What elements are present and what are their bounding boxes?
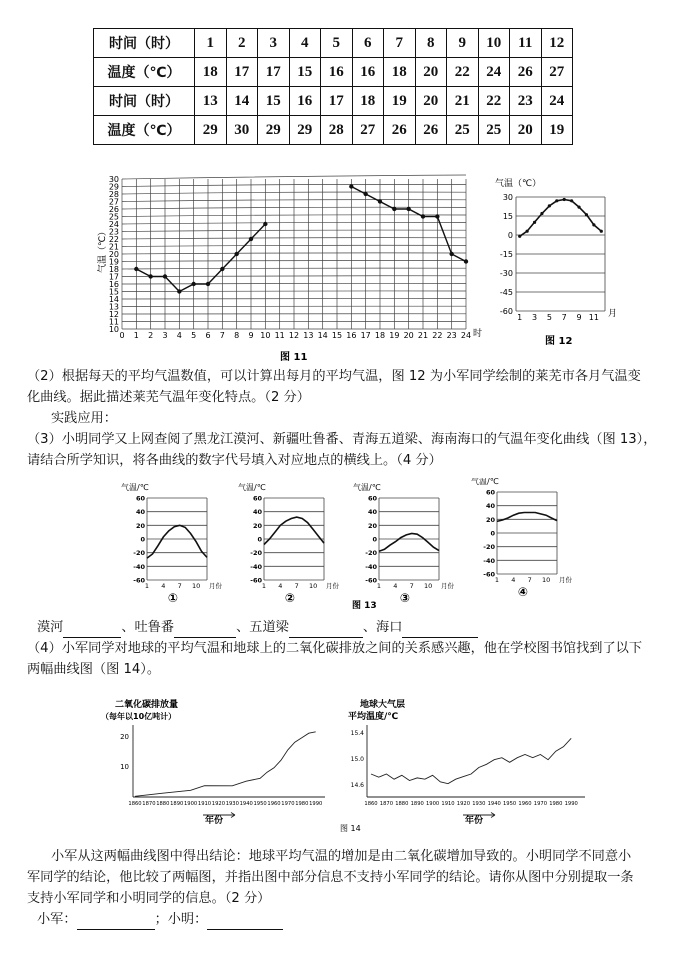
table-cell: 10	[478, 29, 510, 58]
answer-separator: ；	[154, 912, 168, 927]
x-tick-label: 1880	[156, 801, 170, 807]
figure-11-x-unit: 时	[473, 329, 483, 339]
y-tick-label: -40	[250, 562, 262, 571]
y-tick-label: 20	[252, 521, 262, 530]
x-unit-label: 月份	[559, 576, 572, 584]
grid-line	[122, 175, 466, 179]
x-tick-label: 0	[119, 331, 125, 340]
y-tick-label: 13	[108, 302, 119, 312]
y-tick-label: 25	[108, 212, 119, 222]
table-row-label: 时间（时）	[94, 29, 195, 58]
table-cell: 18	[384, 58, 416, 87]
x-tick-label: 1920	[456, 801, 471, 807]
mohe-answer-blank[interactable]	[63, 623, 121, 638]
x-tick-label: 1950	[502, 801, 517, 807]
table-cell: 26	[384, 116, 416, 145]
data-point	[540, 212, 543, 215]
table-row	[94, 116, 573, 145]
y-tick-label: 15	[108, 287, 119, 297]
table-row	[94, 87, 573, 116]
x-tick-label: 7	[177, 582, 182, 590]
question-2-line-2: 化曲线。据此描述莱芜气温年变化特点。（2 分）	[27, 390, 310, 405]
x-tick-label: 13	[303, 331, 314, 340]
x-tick-label: 1950	[253, 801, 267, 807]
x-tick-label: 1910	[197, 801, 212, 807]
data-point	[585, 213, 588, 216]
data-point	[234, 252, 238, 256]
x-tick-label: 20	[403, 331, 414, 340]
answer-line	[37, 909, 283, 930]
table-cell: 22	[447, 58, 479, 87]
x-tick-label: 10	[423, 582, 433, 590]
x-tick-label: 1930	[225, 801, 239, 807]
x-tick-label: 1860	[128, 801, 142, 807]
figure-13-panel-4	[471, 478, 573, 599]
figure-11-ylabel: 气温（℃）	[98, 226, 108, 274]
y-tick-label: 60	[367, 494, 377, 503]
x-tick-label: 7	[409, 582, 414, 590]
figure-12-chart	[490, 172, 625, 352]
data-point	[592, 223, 595, 226]
x-tick-label: 1	[517, 313, 523, 322]
table-row-label: 温度（℃）	[94, 58, 195, 87]
table-cell: 21	[447, 87, 479, 116]
x-tick-label: 4	[176, 331, 182, 340]
panel-ylabel: 气温/℃	[238, 483, 266, 492]
grid-line	[122, 291, 466, 292]
turpan-answer-blank[interactable]	[174, 623, 236, 638]
x-tick-label: 1	[376, 582, 382, 590]
y-tick-label: 20	[120, 733, 129, 741]
y-tick-label: 60	[485, 488, 495, 497]
y-tick-label: 0	[372, 535, 377, 544]
y-tick-label: -20	[133, 549, 145, 558]
x-tick-label: 1920	[211, 801, 226, 807]
table-cell: 20	[510, 116, 542, 145]
y-tick-label: -60	[365, 576, 377, 585]
x-tick-label: 1940	[487, 801, 501, 807]
table-cell: 17	[258, 58, 290, 87]
y-tick-label: 40	[367, 508, 377, 517]
x-tick-label: 1900	[425, 801, 440, 807]
table-cell: 8	[415, 29, 447, 58]
x-tick-label: 21	[417, 331, 429, 340]
x-tick-label: 1940	[239, 801, 253, 807]
x-tick-label: 1890	[410, 801, 424, 807]
y-tick-label: 12	[108, 310, 119, 319]
y-tick-label: -40	[365, 562, 377, 571]
x-tick-label: 1970	[281, 801, 295, 807]
figure-12-x-unit: 月	[608, 309, 618, 319]
table-cell: 4	[289, 29, 321, 58]
temperature-curve	[379, 534, 439, 552]
x-tick-label: 9	[576, 313, 582, 322]
data-point	[220, 267, 224, 271]
data-point	[533, 221, 536, 224]
figure-13-panel-2	[238, 482, 340, 605]
y-tick-label: -60	[483, 570, 495, 579]
x-tick-label: 22	[432, 331, 443, 340]
x-tick-label: 1	[494, 576, 500, 584]
x-tick-label: 24	[460, 331, 472, 340]
temperature-curve	[497, 513, 557, 522]
y-tick-label: 60	[135, 494, 145, 503]
y-tick-label: -20	[250, 549, 262, 558]
x-tick-label: 10	[260, 331, 271, 340]
paragraph-line-1: 小军从这两幅曲线图中得出结论：地球平均气温的增加是由二氧化碳增加导致的。小明同学不同意小	[51, 849, 632, 864]
x-tick-label: 6	[205, 331, 211, 340]
y-tick-label: 0	[140, 535, 145, 544]
data-point	[464, 259, 468, 263]
data-point	[570, 199, 573, 202]
x-tick-label: 3	[162, 331, 168, 340]
xiaojun-answer-blank[interactable]	[77, 915, 155, 930]
y-tick-label: -20	[483, 543, 495, 552]
x-tick-label: 1	[133, 331, 139, 340]
data-point	[191, 282, 195, 286]
table-cell: 29	[195, 116, 227, 145]
panel-ylabel: 气温/℃	[353, 483, 381, 492]
table-cell: 16	[352, 58, 384, 87]
table-row-label: 时间（时）	[94, 87, 195, 116]
table-cell: 12	[541, 29, 573, 58]
x-tick-label: 1990	[564, 801, 578, 807]
table-cell: 14	[226, 87, 258, 116]
temp-chart-title: 地球大气层	[360, 700, 406, 710]
x-tick-label: 11	[588, 313, 599, 322]
table-cell: 29	[289, 116, 321, 145]
figure-11-caption: 图 11	[280, 352, 308, 363]
data-point	[206, 282, 210, 286]
y-tick-label: 20	[485, 515, 495, 524]
x-tick-label: 12	[288, 331, 300, 340]
temperature-curve	[147, 525, 207, 558]
y-tick-label: 28	[108, 190, 119, 199]
y-tick-label: 0	[257, 535, 262, 544]
x-tick-label: 1870	[142, 801, 156, 807]
question-3-line-1: （3）小明同学又上网查阅了黑龙江漠河、新疆吐鲁番、青海五道梁、海南海口的气温年变化曲线（图 13），	[27, 432, 657, 447]
x-tick-label: 1930	[472, 801, 486, 807]
x-tick-label: 15	[331, 331, 343, 340]
x-tick-label: 11	[274, 331, 285, 340]
haikou-answer-blank[interactable]	[402, 623, 478, 638]
y-tick-label: -60	[250, 576, 262, 585]
table-cell: 11	[510, 29, 542, 58]
panel-marker: ②	[284, 591, 296, 605]
x-tick-label: 4	[393, 582, 398, 590]
temperature-curve	[264, 517, 324, 544]
y-tick-label: -45	[499, 288, 513, 297]
figure-14-caption: 图 14	[340, 824, 361, 833]
y-tick-label: 40	[135, 508, 145, 517]
y-tick-label: 14.6	[350, 782, 364, 789]
data-point	[363, 192, 367, 196]
x-tick-label: 1960	[267, 801, 281, 807]
x-tick-label: 10	[541, 576, 551, 584]
table-row	[94, 58, 573, 87]
data-point	[577, 206, 580, 209]
figure-13-answer-line	[37, 617, 478, 638]
wudaoliang-answer-blank[interactable]	[289, 623, 363, 638]
x-tick-label: 4	[278, 582, 283, 590]
x-tick-label: 1990	[309, 801, 323, 807]
x-tick-label: 19	[389, 331, 400, 340]
table-cell: 17	[226, 58, 258, 87]
y-tick-label: 0	[490, 529, 495, 538]
figure-12-caption: 图 12	[545, 336, 573, 347]
y-tick-label: 24	[108, 220, 119, 229]
panel-marker: ①	[167, 591, 179, 605]
paragraph-line-2: 军同学的结论，他比较了两幅图，并指出图中部分信息不支持小军同学的结论。请你从图中分别提取一条	[27, 870, 634, 885]
grid-line	[122, 283, 466, 284]
x-tick-label: 5	[191, 331, 197, 340]
y-tick-label: 21	[108, 242, 119, 252]
x-tick-label: 1	[144, 582, 150, 590]
x-tick-label: 7	[561, 313, 567, 322]
table-cell: 20	[415, 58, 447, 87]
table-cell: 15	[289, 58, 321, 87]
table-cell: 3	[258, 29, 290, 58]
y-tick-label: 40	[485, 502, 495, 511]
y-tick-label: -60	[499, 307, 513, 316]
table-cell: 17	[321, 87, 353, 116]
y-tick-label: -40	[133, 562, 145, 571]
y-tick-label: 14	[108, 295, 119, 304]
data-point	[349, 184, 353, 188]
table-cell: 25	[478, 116, 510, 145]
x-tick-label: 1870	[379, 801, 394, 807]
x-tick-label: 3	[531, 313, 538, 322]
y-tick-label: 30	[502, 193, 513, 202]
question-2-line-1: （2）根据每天的平均气温数值，可以计算出每月的平均气温，图 12 为小军同学绘制的莱芜市各月气温变	[27, 369, 641, 384]
x-tick-label: 4	[161, 582, 166, 590]
x-tick-label: 1900	[183, 801, 198, 807]
table-cell: 28	[321, 116, 353, 145]
y-tick-label: -30	[499, 269, 513, 278]
y-tick-label: 20	[135, 521, 145, 530]
y-tick-label: 29	[108, 182, 119, 192]
figure-13-panel-3	[353, 482, 455, 605]
figure-11-chart	[95, 170, 490, 365]
y-tick-label: 22	[108, 235, 119, 244]
panel-marker: ④	[517, 585, 529, 599]
table-cell: 27	[352, 116, 384, 145]
x-tick-label: 1980	[295, 801, 309, 807]
data-point	[177, 289, 181, 293]
y-tick-label: 40	[252, 508, 262, 517]
data-point	[526, 230, 529, 233]
data-point	[449, 252, 453, 256]
data-point	[163, 274, 167, 278]
table-row	[94, 29, 573, 58]
panel-ylabel: 气温/℃	[121, 483, 149, 492]
label-wudaoliang: 、五道梁	[236, 620, 289, 635]
temp-xlabel: 年份	[465, 816, 484, 826]
global-temp-curve	[371, 738, 571, 783]
label-haikou: 、海口	[362, 620, 403, 635]
y-tick-label: 17	[108, 272, 119, 282]
x-tick-label: 9	[248, 331, 254, 340]
table-cell: 26	[415, 116, 447, 145]
co2-chart-subtitle: （每年以10亿吨计）	[101, 712, 177, 721]
y-tick-label: 10	[120, 763, 129, 771]
data-point	[421, 214, 425, 218]
y-tick-label: 16	[108, 280, 119, 289]
table-cell: 13	[195, 87, 227, 116]
y-tick-label: 27	[108, 197, 119, 207]
x-tick-label: 1860	[364, 801, 378, 807]
data-point	[134, 267, 138, 271]
table-cell: 24	[478, 58, 510, 87]
y-tick-label: -20	[365, 549, 377, 558]
label-xiaoming: 小明：	[167, 912, 208, 927]
x-tick-label: 2	[148, 331, 154, 340]
co2-xlabel: 年份	[205, 816, 224, 826]
co2-chart-title: 二氧化碳排放量	[115, 700, 179, 710]
data-point	[518, 235, 521, 238]
table-cell: 23	[510, 87, 542, 116]
x-tick-label: 7	[527, 576, 532, 584]
table-cell: 6	[352, 29, 384, 58]
y-tick-label: 0	[507, 231, 513, 240]
x-tick-label: 1890	[170, 801, 184, 807]
x-tick-label: 16	[346, 331, 357, 340]
y-tick-label: 15	[502, 212, 513, 221]
x-tick-label: 5	[546, 313, 552, 322]
y-tick-label: 26	[108, 205, 119, 214]
table-cell: 27	[541, 58, 573, 87]
temp-chart-subtitle: 平均温度/℃	[348, 712, 399, 722]
x-tick-label: 1910	[441, 801, 455, 807]
x-tick-label: 1980	[549, 801, 563, 807]
y-tick-label: 19	[108, 257, 119, 267]
y-tick-label: 11	[108, 317, 119, 327]
y-tick-label: 30	[108, 175, 119, 184]
x-tick-label: 1960	[518, 801, 532, 807]
x-tick-label: 1970	[533, 801, 548, 807]
table-cell: 18	[352, 87, 384, 116]
data-point	[548, 204, 551, 207]
y-tick-label: 15.4	[350, 730, 364, 737]
temperature-table	[93, 28, 573, 145]
x-tick-label: 18	[374, 331, 386, 340]
data-point	[555, 199, 558, 202]
data-point	[148, 274, 152, 278]
table-cell: 19	[384, 87, 416, 116]
x-tick-label: 10	[191, 582, 201, 590]
y-tick-label: 20	[367, 521, 377, 530]
table-cell: 7	[384, 29, 416, 58]
y-tick-label: -40	[483, 556, 495, 565]
y-tick-label: 18	[108, 265, 119, 274]
table-cell: 18	[195, 58, 227, 87]
table-cell: 20	[415, 87, 447, 116]
data-point	[249, 237, 253, 241]
panel-ylabel: 气温/℃	[471, 478, 499, 486]
figure-12-curve	[520, 200, 602, 237]
table-cell: 22	[478, 87, 510, 116]
x-unit-label: 月份	[209, 582, 222, 590]
practice-heading: 实践应用：	[51, 411, 117, 426]
x-tick-label: 10	[308, 582, 318, 590]
y-tick-label: 10	[108, 325, 119, 334]
table-cell: 29	[258, 116, 290, 145]
x-tick-label: 14	[317, 331, 328, 340]
y-tick-label: -60	[133, 576, 145, 585]
x-tick-label: 1880	[395, 801, 409, 807]
table-cell: 26	[510, 58, 542, 87]
paragraph-line-3: 支持小军同学和小明同学的信息。（2 分）	[27, 891, 271, 906]
co2-emission-curve	[135, 732, 316, 797]
data-point	[435, 214, 439, 218]
question-3-line-2: 请结合所学知识，将各曲线的数字代号填入对应地点的横线上。（4 分）	[27, 453, 442, 468]
table-row-label: 温度（℃）	[94, 116, 195, 145]
data-point	[378, 199, 382, 203]
table-cell: 2	[226, 29, 258, 58]
xiaoming-answer-blank[interactable]	[207, 915, 283, 930]
figure-12-ylabel: 气温（℃）	[495, 179, 542, 189]
figure-14-charts	[85, 695, 605, 835]
x-tick-label: 1	[261, 582, 267, 590]
y-tick-label: 20	[108, 250, 119, 259]
figure-13-charts	[115, 478, 585, 613]
label-mohe: 漠河	[37, 620, 64, 635]
figure-11-line-morning	[136, 224, 265, 292]
x-unit-label: 月份	[326, 582, 339, 590]
table-cell: 9	[447, 29, 479, 58]
figure-13-panel-1	[121, 482, 223, 605]
label-xiaojun: 小军：	[37, 912, 77, 927]
table-cell: 15	[258, 87, 290, 116]
y-tick-label: 15.0	[350, 756, 364, 763]
data-point	[600, 230, 603, 233]
panel-marker: ③	[399, 591, 411, 605]
x-tick-label: 17	[360, 331, 371, 340]
x-unit-label: 月份	[441, 582, 454, 590]
x-tick-label: 7	[294, 582, 299, 590]
data-point	[263, 222, 267, 226]
x-tick-label: 23	[446, 331, 457, 340]
data-point	[392, 207, 396, 211]
table-cell: 25	[447, 116, 479, 145]
question-4-line-2: 两幅曲线图（图 14）。	[27, 662, 161, 677]
x-tick-label: 4	[511, 576, 516, 584]
table-cell: 16	[321, 58, 353, 87]
table-cell: 19	[541, 116, 573, 145]
table-cell: 16	[289, 87, 321, 116]
figure-13-caption: 图 13	[352, 601, 377, 611]
question-4-line-1: （4）小军同学对地球的平均气温和地球上的二氧化碳排放之间的关系感兴趣，他在学校图书馆找到了以下	[27, 641, 643, 656]
y-tick-label: -15	[499, 250, 513, 259]
label-turpan: 、吐鲁番	[121, 620, 175, 635]
x-tick-label: 8	[234, 331, 240, 340]
data-point	[406, 207, 410, 211]
x-tick-label: 7	[219, 331, 225, 340]
table-cell: 24	[541, 87, 573, 116]
data-point	[563, 198, 566, 201]
y-tick-label: 23	[108, 227, 119, 237]
table-cell: 1	[195, 29, 227, 58]
y-tick-label: 60	[252, 494, 262, 503]
table-cell: 5	[321, 29, 353, 58]
table-cell: 30	[226, 116, 258, 145]
